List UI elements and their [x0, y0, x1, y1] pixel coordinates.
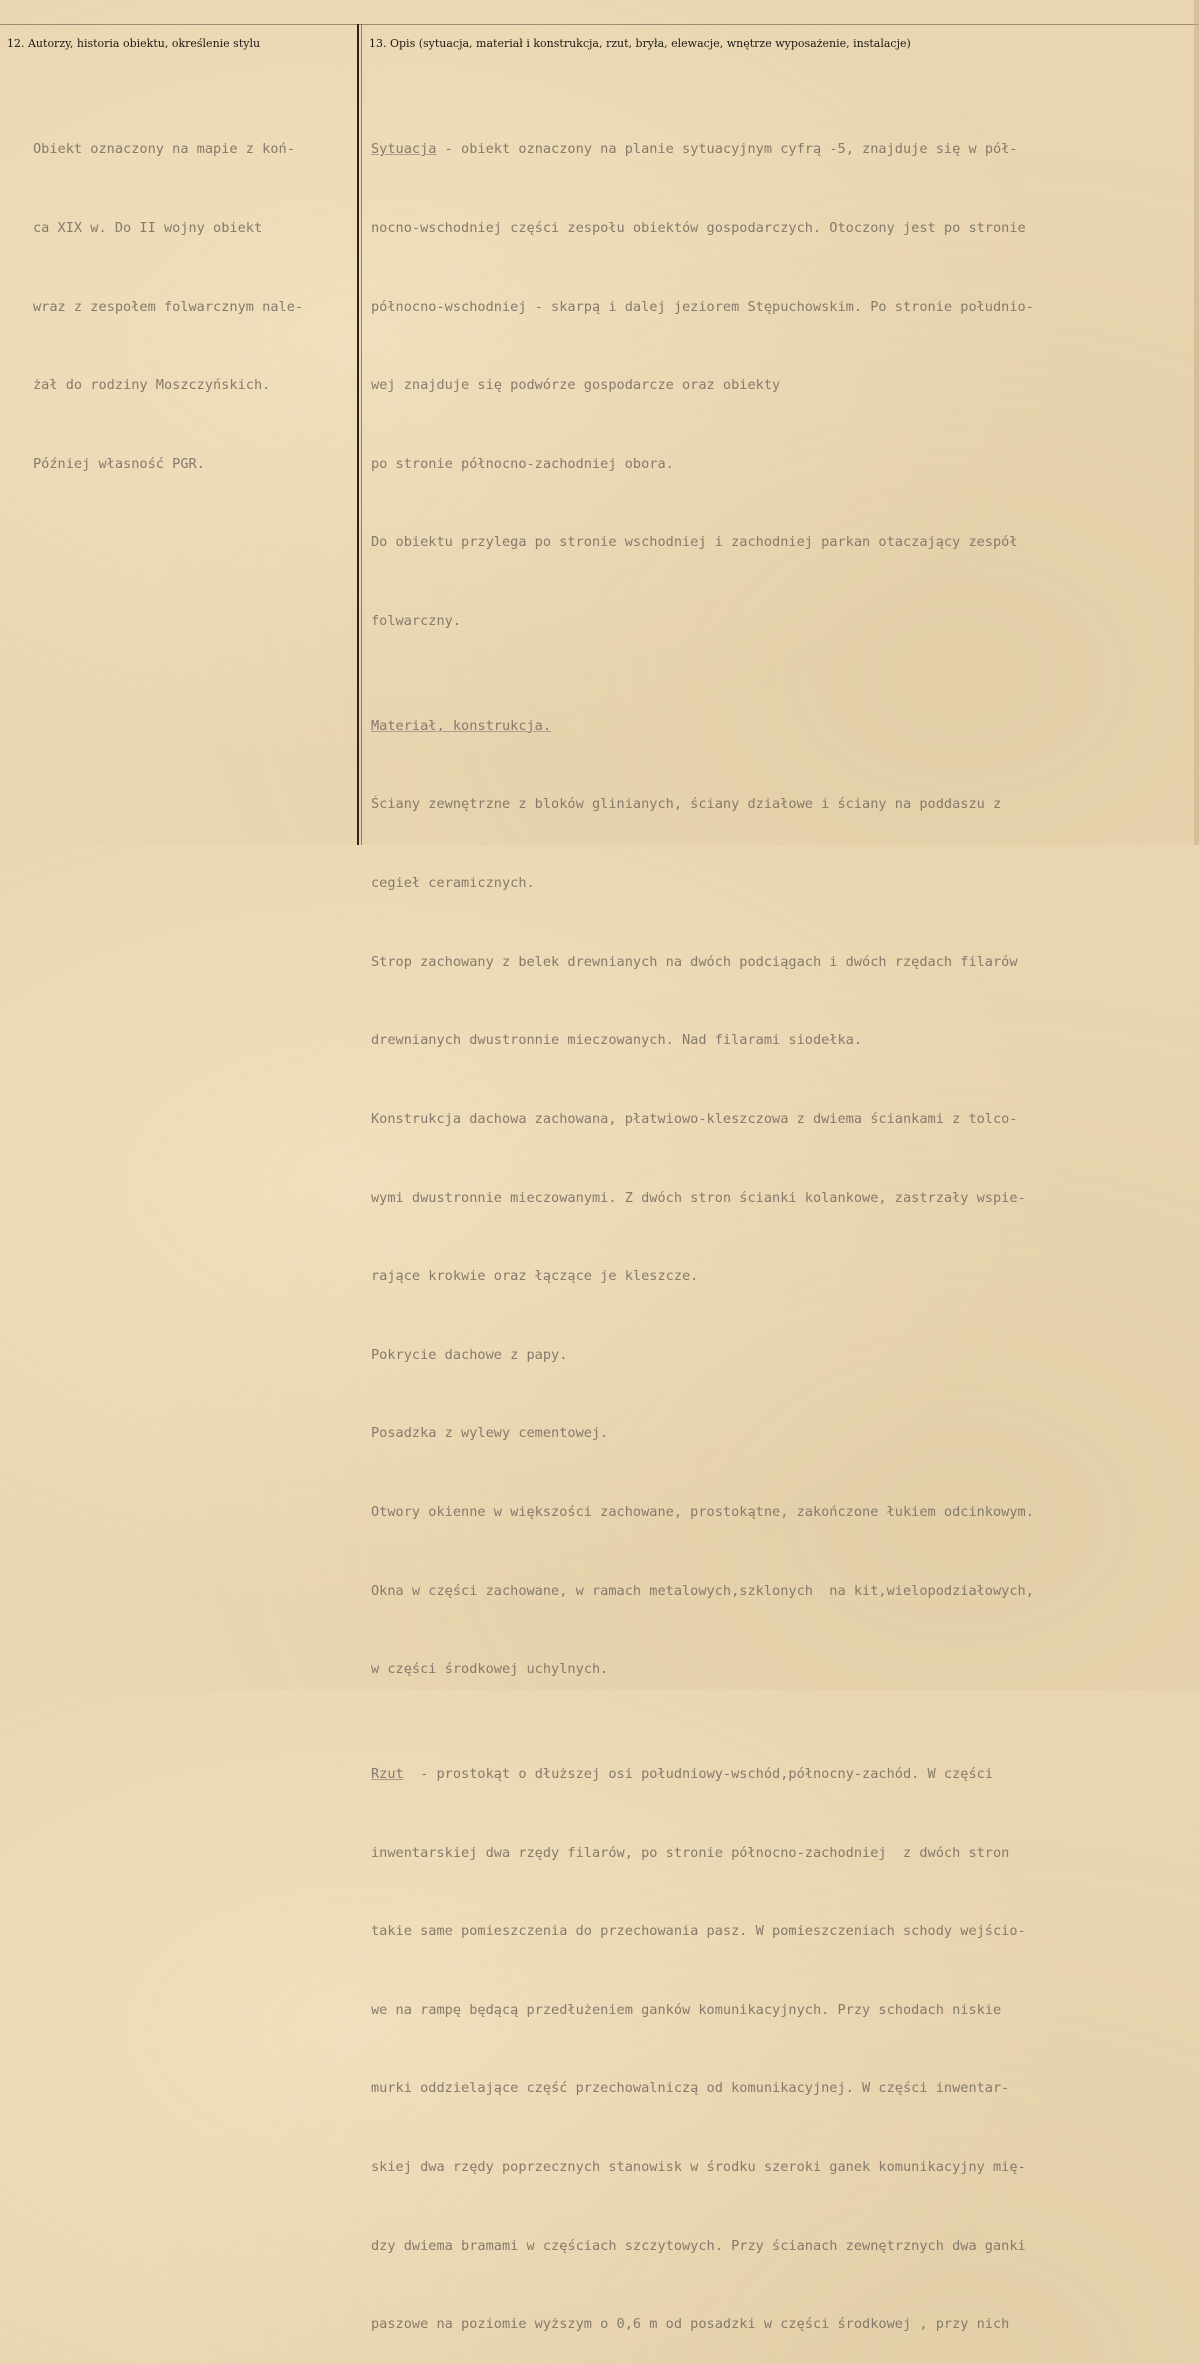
text-line: Okna w części zachowane, w ramach metalowych,szklonych na kit,wielopodziałowych, — [371, 1582, 1034, 1599]
text-line: Posadzka z wylewy cementowej. — [371, 1425, 609, 1442]
column-divider — [357, 24, 359, 845]
text-line: cegieł ceramicznych. — [371, 875, 535, 892]
text-line: rające krokwie oraz łączące je kleszcze. — [371, 1268, 699, 1285]
text-line: Pokrycie dachowe z papy. — [371, 1346, 568, 1363]
text-line: skiej dwa rzędy poprzecznych stanowisk w środku szeroki ganek komunikacyjny mię- — [371, 2159, 1026, 2176]
text-line: wej znajduje się podwórze gospodarcze oraz obiekty — [371, 377, 781, 394]
text-line: Ściany zewnętrzne z bloków glinianych, ściany działowe i ściany na poddaszu z — [371, 796, 1002, 813]
sytuacja-heading: Sytuacja — [371, 141, 437, 158]
text-line: drewnianych dwustronnie mieczowanych. Nad filarami siodełka. — [371, 1032, 863, 1049]
text-line: Otwory okienne w większości zachowane, prostokątne, zakończone łukiem odcinkowym. — [371, 1503, 1034, 1520]
header-rule — [0, 24, 1199, 25]
text-line: Obiekt oznaczony na mapie z koń- — [33, 141, 295, 158]
text-line: takie same pomieszczenia do przechowania pasz. W pomieszczeniach schody wejścio- — [371, 1923, 1026, 1940]
text-line: wraz z zespołem folwarcznym nale- — [33, 298, 304, 315]
text-line: - prostokąt o dłuższej osi południowy-wschód,północny-zachód. W części — [403, 1766, 994, 1782]
left-column-header: 12. Autorzy, historia obiektu, określenie stylu — [7, 37, 261, 50]
text-line: inwentarskiej dwa rzędy filarów, po stronie północno-zachodniej z dwóch stron — [371, 1844, 1010, 1861]
text-line: murki oddzielające część przechowalniczą od komunikacyjnej. W części inwentar- — [371, 2080, 1010, 2097]
text-line: północno-wschodniej - skarpą i dalej jeziorem Stępuchowskim. Po stronie południo- — [371, 298, 1034, 315]
text-line: dzy dwiema bramami w częściach szczytowych. Przy ścianach zewnętrznych dwa ganki — [371, 2237, 1026, 2254]
text-line: folwarczny. — [371, 613, 462, 630]
rzut-heading: Rzut — [371, 1766, 404, 1782]
text-line: w części środkowej uchylnych. — [371, 1661, 609, 1678]
text-line: po stronie północno-zachodniej obora. — [371, 455, 674, 472]
text-line: nocno-wschodniej części zespołu obiektów gospodarczych. Otoczony jest po stronie — [371, 220, 1026, 237]
text-line: wymi dwustronnie mieczowanymi. Z dwóch stron ścianki kolankowe, zastrzały wspie- — [371, 1189, 1026, 1206]
left-column-text — [33, 84, 303, 503]
right-column-text — [371, 84, 1193, 2364]
text-line: żał do rodziny Moszczyńskich. — [33, 377, 271, 394]
text-line: - obiekt oznaczony na planie sytuacyjnym cyfrą -5, znajduje się w pół- — [436, 141, 1018, 158]
rzut-first-line — [371, 1761, 1193, 1787]
text-line: ca XIX w. Do II wojny obiekt — [33, 220, 263, 237]
right-column-header: 13. Opis (sytuacja, materiał i konstrukcja, rzut, bryła, elewacje, wnętrze wyposażenie, instalacje) — [369, 37, 911, 50]
text-line: we na rampę będącą przedłużeniem ganków komunikacyjnych. Przy schodach niskie — [371, 2001, 1002, 2018]
page-edge — [1194, 0, 1199, 845]
sytuacja-first-line — [371, 136, 1193, 162]
text-line: Strop zachowany z belek drewnianych na dwóch podciągach i dwóch rzędach filarów — [371, 953, 1018, 970]
text-line: Konstrukcja dachowa zachowana, płatwiowo-kleszczowa z dwiema ściankami z tolco- — [371, 1110, 1018, 1127]
text-line: Do obiektu przylega po stronie wschodniej i zachodniej parkan otaczający zespół — [371, 534, 1018, 551]
text-line: Później własność PGR. — [33, 455, 205, 472]
column-divider-shadow — [361, 24, 362, 845]
material-heading: Materiał, konstrukcja. — [371, 717, 552, 734]
text-line: paszowe na poziomie wyższym o 0,6 m od posadzki w części środkowej , przy nich — [371, 2316, 1010, 2333]
